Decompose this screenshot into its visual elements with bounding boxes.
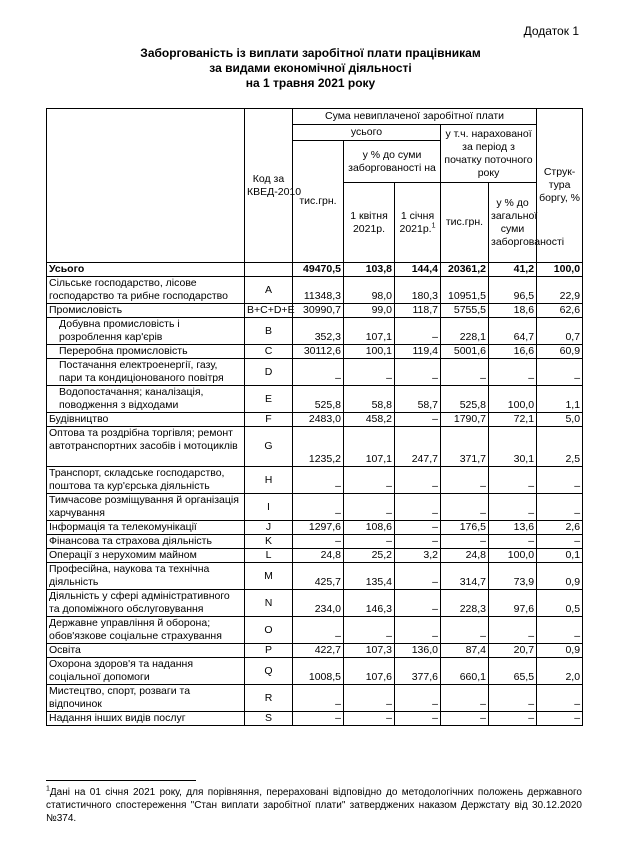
row-pct-jan: 118,7 [395, 304, 441, 318]
row-structure: – [537, 712, 583, 726]
row-kved-code: E [245, 386, 293, 413]
row-accrued-ths: 525,8 [441, 386, 489, 413]
title-line-2: за видами економічної діяльності [209, 61, 412, 75]
row-pct-jan: 119,4 [395, 345, 441, 359]
table-row [47, 345, 583, 359]
row-accrued-pct: – [489, 535, 537, 549]
row-kved-code: Q [245, 658, 293, 685]
row-accrued-pct: 20,7 [489, 644, 537, 658]
row-pct-apr: – [344, 494, 395, 521]
row-pct-jan: 136,0 [395, 644, 441, 658]
row-accrued-ths: 228,3 [441, 590, 489, 617]
table-row [47, 413, 583, 427]
row-accrued-pct: 96,5 [489, 277, 537, 304]
table-row [47, 685, 583, 712]
wage-arrears-table [46, 108, 583, 726]
header-apr-1: 1 квітня 2021р. [344, 183, 395, 263]
table-row [47, 386, 583, 413]
table-row [47, 535, 583, 549]
row-kved-code: P [245, 644, 293, 658]
row-accrued-ths: – [441, 359, 489, 386]
header-pct-of-debt: у % до суми заборгованості на [344, 141, 441, 183]
header-sum-unpaid: Сума невиплаченої заробітної плати [293, 109, 537, 125]
row-pct-apr: 458,2 [344, 413, 395, 427]
row-structure: 2,5 [537, 427, 583, 467]
row-kved-code: R [245, 685, 293, 712]
row-accrued-pct: 16,6 [489, 345, 537, 359]
title-line-3: на 1 травня 2021 року [245, 76, 376, 90]
row-accrued-pct: 30,1 [489, 427, 537, 467]
row-pct-apr: 99,0 [344, 304, 395, 318]
row-pct-apr: – [344, 359, 395, 386]
row-accrued-ths: – [441, 535, 489, 549]
table-row [47, 427, 583, 467]
table-row [47, 712, 583, 726]
row-accrued-pct: – [489, 712, 537, 726]
row-accrued-ths: – [441, 685, 489, 712]
row-pct-jan: – [395, 494, 441, 521]
row-structure: 0,9 [537, 644, 583, 658]
table-row [47, 359, 583, 386]
row-structure: 0,5 [537, 590, 583, 617]
row-accrued-ths: – [441, 494, 489, 521]
row-pct-apr: 135,4 [344, 563, 395, 590]
row-pct-jan: – [395, 712, 441, 726]
row-total-ths: – [293, 494, 344, 521]
row-total-ths: 1008,5 [293, 658, 344, 685]
row-structure: 2,6 [537, 521, 583, 535]
row-activity-name: Державне управління й оборона; обов'язкове соціальне страхування [47, 617, 245, 644]
row-kved-code [245, 263, 293, 277]
header-incl-accrued: у т.ч. нарахованої за період з початку поточного року [441, 125, 537, 183]
header-activity [47, 109, 245, 263]
row-accrued-ths: 314,7 [441, 563, 489, 590]
row-kved-code: C [245, 345, 293, 359]
row-pct-jan: – [395, 617, 441, 644]
footnote-text: Дані на 01 січня 2021 року, для порівняння, перераховані відповідно до методологічних положень державного статистичного спостереження "Стан виплати заробітної плати" затверджених наказом Держстату від 30.12.2020 №374. [46, 787, 582, 824]
document-title [0, 46, 621, 91]
row-total-ths: – [293, 359, 344, 386]
row-pct-apr: 25,2 [344, 549, 395, 563]
row-pct-apr: 103,8 [344, 263, 395, 277]
row-pct-jan: – [395, 359, 441, 386]
row-activity-name: Переробна промисловість [47, 345, 245, 359]
row-activity-name: Оптова та роздрібна торгівля; ремонт автотранспортних засобів і мотоциклів [47, 427, 245, 467]
row-total-ths: 49470,5 [293, 263, 344, 277]
row-activity-name: Транспорт, складське господарство, поштова та кур'єрська діяльність [47, 467, 245, 494]
row-structure: 62,6 [537, 304, 583, 318]
header-ths-uah: тис.грн. [293, 141, 344, 263]
row-pct-jan: – [395, 590, 441, 617]
row-pct-jan: – [395, 413, 441, 427]
table-row [47, 658, 583, 685]
row-kved-code: B [245, 318, 293, 345]
row-activity-name: Усього [47, 263, 245, 277]
table-row [47, 304, 583, 318]
row-total-ths: 2483,0 [293, 413, 344, 427]
row-structure: – [537, 685, 583, 712]
row-activity-name: Тимчасове розміщування й організація харчування [47, 494, 245, 521]
row-structure: – [537, 617, 583, 644]
row-pct-jan: 58,7 [395, 386, 441, 413]
row-accrued-ths: 1790,7 [441, 413, 489, 427]
header-kved-code: Код за КВЕД-2010 [245, 109, 293, 263]
table-row [47, 521, 583, 535]
row-total-ths: – [293, 617, 344, 644]
row-activity-name: Постачання електроенергії, газу, пари та кондиціонованого повітря [47, 359, 245, 386]
row-total-ths: 11348,3 [293, 277, 344, 304]
row-accrued-pct: 72,1 [489, 413, 537, 427]
table-row [47, 644, 583, 658]
row-accrued-pct: – [489, 617, 537, 644]
table-row [47, 563, 583, 590]
row-kved-code: L [245, 549, 293, 563]
row-structure: 60,9 [537, 345, 583, 359]
row-pct-jan: 144,4 [395, 263, 441, 277]
header-jan-1-text: 1 січня 2021р. [399, 209, 435, 235]
row-pct-jan: – [395, 467, 441, 494]
row-kved-code: N [245, 590, 293, 617]
row-total-ths: 30990,7 [293, 304, 344, 318]
row-structure: 22,9 [537, 277, 583, 304]
header-total: усього [293, 125, 441, 141]
title-line-1: Заборгованість із виплати заробітної плати працівникам [140, 46, 481, 60]
row-accrued-ths: 24,8 [441, 549, 489, 563]
row-structure: 5,0 [537, 413, 583, 427]
row-activity-name: Професійна, наукова та технічна діяльність [47, 563, 245, 590]
row-accrued-pct: 100,0 [489, 386, 537, 413]
footnote-mark: 1 [431, 222, 436, 229]
row-kved-code: D [245, 359, 293, 386]
row-pct-apr: 58,8 [344, 386, 395, 413]
footnote-divider [46, 780, 196, 781]
row-accrued-pct: 13,6 [489, 521, 537, 535]
row-pct-jan: – [395, 535, 441, 549]
row-accrued-pct: 64,7 [489, 318, 537, 345]
row-kved-code: B+C+D+E [245, 304, 293, 318]
row-accrued-ths: 228,1 [441, 318, 489, 345]
row-structure: – [537, 494, 583, 521]
row-activity-name: Освіта [47, 644, 245, 658]
table-row [47, 277, 583, 304]
table-row [47, 318, 583, 345]
footnote [46, 786, 582, 825]
annex-label: Додаток 1 [523, 24, 579, 38]
row-pct-apr: – [344, 467, 395, 494]
row-pct-jan: 3,2 [395, 549, 441, 563]
row-total-ths: – [293, 685, 344, 712]
row-structure: 1,1 [537, 386, 583, 413]
header-structure: Струк-тура боргу, % [537, 109, 583, 263]
row-pct-jan: – [395, 521, 441, 535]
row-kved-code: I [245, 494, 293, 521]
row-pct-jan: – [395, 318, 441, 345]
row-activity-name: Сільське господарство, лісове господарство та рибне господарство [47, 277, 245, 304]
row-kved-code: M [245, 563, 293, 590]
row-structure: 100,0 [537, 263, 583, 277]
row-activity-name: Операції з нерухомим майном [47, 549, 245, 563]
row-structure: 0,1 [537, 549, 583, 563]
row-accrued-pct: 97,6 [489, 590, 537, 617]
row-pct-jan: – [395, 685, 441, 712]
row-structure: – [537, 359, 583, 386]
row-accrued-pct: 18,6 [489, 304, 537, 318]
row-total-ths: – [293, 467, 344, 494]
row-pct-jan: 377,6 [395, 658, 441, 685]
row-activity-name: Мистецтво, спорт, розваги та відпочинок [47, 685, 245, 712]
table-row [47, 617, 583, 644]
footnote-number: 1 [46, 785, 50, 793]
row-kved-code: G [245, 427, 293, 467]
row-accrued-ths: 176,5 [441, 521, 489, 535]
row-activity-name: Діяльність у сфері адміністративного та допоміжного обслуговування [47, 590, 245, 617]
row-activity-name: Надання інших видів послуг [47, 712, 245, 726]
header-ths-uah-accrued: тис.грн. [441, 183, 489, 263]
table-body [47, 263, 583, 726]
row-kved-code: K [245, 535, 293, 549]
row-accrued-pct: 100,0 [489, 549, 537, 563]
row-kved-code: A [245, 277, 293, 304]
table-row [47, 590, 583, 617]
row-total-ths: 422,7 [293, 644, 344, 658]
row-accrued-pct: 41,2 [489, 263, 537, 277]
row-pct-apr: 108,6 [344, 521, 395, 535]
row-accrued-ths: 660,1 [441, 658, 489, 685]
row-total-ths: 525,8 [293, 386, 344, 413]
row-kved-code: H [245, 467, 293, 494]
row-pct-apr: – [344, 617, 395, 644]
row-structure: – [537, 467, 583, 494]
row-accrued-ths: 10951,5 [441, 277, 489, 304]
row-accrued-ths: 20361,2 [441, 263, 489, 277]
row-pct-apr: – [344, 535, 395, 549]
row-activity-name: Промисловість [47, 304, 245, 318]
table-row [47, 263, 583, 277]
row-total-ths: 425,7 [293, 563, 344, 590]
row-accrued-ths: 87,4 [441, 644, 489, 658]
row-pct-apr: 107,3 [344, 644, 395, 658]
row-activity-name: Водопостачання; каналізація, поводження з відходами [47, 386, 245, 413]
row-pct-jan: 247,7 [395, 427, 441, 467]
row-accrued-ths: – [441, 467, 489, 494]
row-activity-name: Будівництво [47, 413, 245, 427]
row-total-ths: 1235,2 [293, 427, 344, 467]
row-pct-apr: 98,0 [344, 277, 395, 304]
row-total-ths: 234,0 [293, 590, 344, 617]
table-row [47, 494, 583, 521]
header-jan-1 [395, 183, 441, 263]
row-pct-apr: 107,6 [344, 658, 395, 685]
row-total-ths: 30112,6 [293, 345, 344, 359]
row-accrued-pct: 65,5 [489, 658, 537, 685]
row-activity-name: Добувна промисловість і розроблення кар'єрів [47, 318, 245, 345]
header-pct-total: у % до загальної суми заборгованості [489, 183, 537, 263]
table-row [47, 549, 583, 563]
row-total-ths: 24,8 [293, 549, 344, 563]
row-accrued-ths: 371,7 [441, 427, 489, 467]
row-pct-apr: 107,1 [344, 427, 395, 467]
row-accrued-pct: – [489, 359, 537, 386]
row-structure: 0,7 [537, 318, 583, 345]
row-accrued-ths: – [441, 712, 489, 726]
row-pct-apr: 100,1 [344, 345, 395, 359]
row-total-ths: – [293, 712, 344, 726]
row-total-ths: – [293, 535, 344, 549]
row-pct-apr: 107,1 [344, 318, 395, 345]
row-structure: 0,9 [537, 563, 583, 590]
row-pct-jan: 180,3 [395, 277, 441, 304]
row-kved-code: F [245, 413, 293, 427]
row-accrued-pct: – [489, 467, 537, 494]
row-kved-code: J [245, 521, 293, 535]
row-pct-jan: – [395, 563, 441, 590]
row-pct-apr: – [344, 712, 395, 726]
row-accrued-ths: 5755,5 [441, 304, 489, 318]
row-accrued-ths: – [441, 617, 489, 644]
row-total-ths: 1297,6 [293, 521, 344, 535]
row-activity-name: Інформація та телекомунікації [47, 521, 245, 535]
row-kved-code: S [245, 712, 293, 726]
row-structure: 2,0 [537, 658, 583, 685]
row-pct-apr: 146,3 [344, 590, 395, 617]
row-kved-code: O [245, 617, 293, 644]
row-accrued-pct: – [489, 494, 537, 521]
row-pct-apr: – [344, 685, 395, 712]
row-accrued-pct: – [489, 685, 537, 712]
table-row [47, 467, 583, 494]
row-activity-name: Фінансова та страхова діяльність [47, 535, 245, 549]
row-accrued-ths: 5001,6 [441, 345, 489, 359]
row-total-ths: 352,3 [293, 318, 344, 345]
row-accrued-pct: 73,9 [489, 563, 537, 590]
row-structure: – [537, 535, 583, 549]
row-activity-name: Охорона здоров'я та надання соціальної допомоги [47, 658, 245, 685]
